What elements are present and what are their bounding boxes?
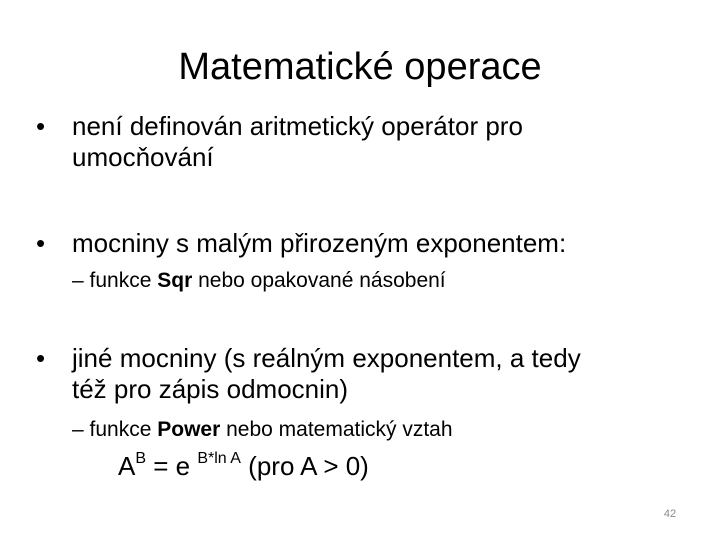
page-number: 42 bbox=[663, 508, 677, 520]
bullet-3-subitem bbox=[72, 417, 453, 443]
subitem-suffix: nebo opakované násobení bbox=[192, 269, 446, 292]
subitem-prefix: – funkce bbox=[72, 418, 158, 441]
bullet-1-text: není definován aritmetický operátor pro umocňování bbox=[72, 111, 523, 172]
bullet-2-subitem bbox=[72, 268, 446, 294]
formula-base-exponent: B bbox=[135, 450, 147, 468]
formula-equals: = e bbox=[146, 451, 198, 481]
subitem-keyword: Sqr bbox=[157, 269, 193, 292]
slide-title: Matematické operace bbox=[178, 46, 542, 88]
formula-condition: (pro A > 0) bbox=[240, 451, 369, 481]
formula-e-exponent: B*ln A bbox=[197, 450, 241, 468]
power-formula bbox=[118, 450, 369, 482]
subitem-suffix: nebo matematický vztah bbox=[220, 418, 453, 441]
bullet-symbol: • bbox=[36, 111, 46, 141]
formula-base: A bbox=[118, 451, 136, 481]
subitem-keyword: Power bbox=[157, 418, 221, 441]
bullet-symbol: • bbox=[36, 343, 46, 373]
bullet-2-text: mocniny s malým přirozeným exponentem: bbox=[72, 228, 567, 258]
bullet-symbol: • bbox=[36, 228, 46, 258]
subitem-prefix: – funkce bbox=[72, 269, 158, 292]
bullet-3-text: jiné mocniny (s reálným exponentem, a tedy též pro zápis odmocnin) bbox=[72, 343, 581, 404]
